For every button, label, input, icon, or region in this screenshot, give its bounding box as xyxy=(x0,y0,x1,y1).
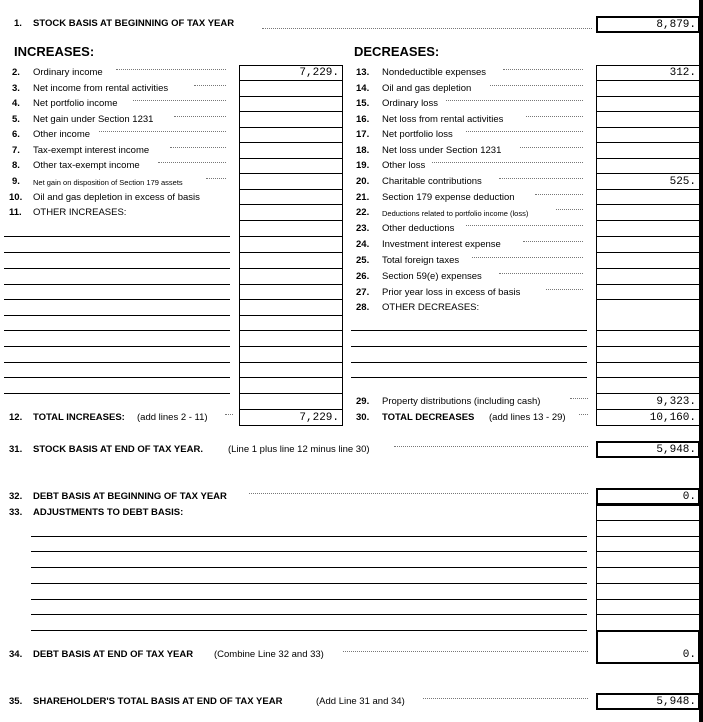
row-rule xyxy=(596,142,700,143)
line-22-label: Deductions related to portfolio income (loss) xyxy=(382,209,529,218)
line-29-value[interactable]: 9,323. xyxy=(656,396,696,408)
line-7-label: Tax-exempt interest income xyxy=(33,145,150,156)
line-32-label: DEBT BASIS AT BEGINNING OF TAX YEAR xyxy=(33,491,227,502)
row-rule xyxy=(596,583,700,584)
line-35-note: (Add Line 31 and 34) xyxy=(316,696,405,707)
blank-line[interactable] xyxy=(4,268,230,269)
line-27-number: 27. xyxy=(356,287,370,298)
leader-dots xyxy=(499,176,583,179)
leader-dots xyxy=(170,145,226,148)
blank-line[interactable] xyxy=(31,614,587,615)
row-rule xyxy=(239,127,343,128)
leader-dots xyxy=(206,176,226,179)
blank-line[interactable] xyxy=(4,315,230,316)
line-23-label: Other deductions xyxy=(382,223,455,234)
line-33-number: 33. xyxy=(9,507,23,518)
row-rule xyxy=(239,220,343,221)
row-rule xyxy=(239,346,343,347)
line-21-number: 21. xyxy=(356,192,370,203)
line-6-number: 6. xyxy=(12,129,20,140)
line-12-note: (add lines 2 - 11) xyxy=(137,412,208,423)
line-25-label: Total foreign taxes xyxy=(382,255,460,266)
row-rule xyxy=(596,520,700,521)
line-19-label: Other loss xyxy=(382,160,426,171)
leader-dots xyxy=(526,114,583,117)
leader-dots xyxy=(446,98,583,101)
leader-dots xyxy=(225,412,233,415)
leader-dots xyxy=(556,207,583,210)
decreases-value-column xyxy=(596,65,700,410)
leader-dots xyxy=(133,98,226,101)
blank-line[interactable] xyxy=(351,377,587,378)
blank-line[interactable] xyxy=(4,284,230,285)
line-31-value[interactable]: 5,948. xyxy=(656,444,696,456)
line-10-label: Oil and gas depletion in excess of basis xyxy=(33,192,200,203)
line-16-label: Net loss from rental activities xyxy=(382,114,504,125)
blank-line[interactable] xyxy=(31,536,587,537)
row-rule xyxy=(239,96,343,97)
line-2-label: Ordinary income xyxy=(33,67,103,78)
row-rule xyxy=(596,204,700,205)
line-2-number: 2. xyxy=(12,67,20,78)
row-rule xyxy=(596,284,700,285)
leader-dots xyxy=(99,129,226,132)
blank-line[interactable] xyxy=(31,599,587,600)
leader-dots xyxy=(520,145,583,148)
blank-line[interactable] xyxy=(4,377,230,378)
row-rule xyxy=(596,551,700,552)
line-30-value[interactable]: 10,160. xyxy=(649,412,696,424)
row-rule xyxy=(239,284,343,285)
blank-line[interactable] xyxy=(4,299,230,300)
line-4-number: 4. xyxy=(12,98,20,109)
decreases-heading: DECREASES: xyxy=(354,44,440,59)
line-35-number: 35. xyxy=(9,696,23,707)
row-rule xyxy=(596,111,700,112)
increases-heading: INCREASES: xyxy=(14,44,95,59)
leader-dots xyxy=(503,67,583,70)
blank-line[interactable] xyxy=(4,362,230,363)
blank-line[interactable] xyxy=(31,583,587,584)
leader-dots xyxy=(194,83,226,86)
leader-dots xyxy=(570,396,588,399)
line-13-number: 13. xyxy=(356,67,370,78)
line-12-label: TOTAL INCREASES: xyxy=(33,412,125,423)
line-26-number: 26. xyxy=(356,271,370,282)
blank-line[interactable] xyxy=(4,252,230,253)
line-34-note: (Combine Line 32 and 33) xyxy=(214,649,324,660)
line-30-label: TOTAL DECREASES xyxy=(382,412,475,423)
row-rule xyxy=(239,173,343,174)
line-34-value[interactable]: 0. xyxy=(682,649,696,661)
blank-line[interactable] xyxy=(31,630,587,631)
line-19-number: 19. xyxy=(356,160,370,171)
line-32-value[interactable]: 0. xyxy=(682,491,696,503)
row-rule xyxy=(596,189,700,190)
leader-dots xyxy=(432,160,583,163)
row-rule xyxy=(239,158,343,159)
line-9-number: 9. xyxy=(12,176,20,187)
leader-dots xyxy=(523,239,583,242)
row-rule xyxy=(596,173,700,174)
line-26-label: Section 59(e) expenses xyxy=(382,271,482,282)
line-34-label: DEBT BASIS AT END OF TAX YEAR xyxy=(33,649,194,660)
line-31-number: 31. xyxy=(9,444,23,455)
row-rule xyxy=(596,346,700,347)
line-35-value[interactable]: 5,948. xyxy=(656,696,696,708)
row-rule xyxy=(596,127,700,128)
row-rule xyxy=(596,330,700,331)
row-rule xyxy=(239,299,343,300)
leader-dots xyxy=(466,223,583,226)
row-rule xyxy=(239,142,343,143)
blank-line[interactable] xyxy=(4,330,230,331)
line-21-label: Section 179 expense deduction xyxy=(382,192,515,203)
leader-dots xyxy=(423,696,588,699)
line-5-number: 5. xyxy=(12,114,20,125)
line-1-value[interactable]: 8,879. xyxy=(656,19,696,31)
line-12-number: 12. xyxy=(9,412,23,423)
blank-line[interactable] xyxy=(351,330,587,331)
blank-line[interactable] xyxy=(31,567,587,568)
line-20-label: Charitable contributions xyxy=(382,176,482,187)
row-rule xyxy=(239,393,343,394)
line-8-label: Other tax-exempt income xyxy=(33,160,140,171)
leader-dots xyxy=(472,255,583,258)
row-rule xyxy=(239,268,343,269)
leader-dots xyxy=(535,192,583,195)
line-12-value[interactable]: 7,229. xyxy=(299,412,339,424)
leader-dots xyxy=(490,83,583,86)
leader-dots xyxy=(343,649,588,652)
line-17-label: Net portfolio loss xyxy=(382,129,453,140)
leader-dots xyxy=(466,129,583,132)
blank-line[interactable] xyxy=(31,551,587,552)
line-28-label: OTHER DECREASES: xyxy=(382,302,480,313)
line-11-label: OTHER INCREASES: xyxy=(33,207,127,218)
row-rule xyxy=(596,252,700,253)
line-25-number: 25. xyxy=(356,255,370,266)
line-3-number: 3. xyxy=(12,83,20,94)
line-1-label: STOCK BASIS AT BEGINNING OF TAX YEAR xyxy=(33,18,235,29)
debt-adjustments-column xyxy=(596,505,700,631)
line-30-note: (add lines 13 - 29) xyxy=(489,412,566,423)
line-6-label: Other income xyxy=(33,129,91,140)
line-33-label: ADJUSTMENTS TO DEBT BASIS: xyxy=(33,507,184,518)
row-rule xyxy=(239,252,343,253)
line-29-label: Property distributions (including cash) xyxy=(382,396,541,407)
line-24-label: Investment interest expense xyxy=(382,239,501,250)
line-31-note: (Line 1 plus line 12 minus line 30) xyxy=(228,444,370,455)
blank-line[interactable] xyxy=(351,346,587,347)
row-rule xyxy=(596,220,700,221)
blank-line[interactable] xyxy=(4,236,230,237)
line-29-number: 29. xyxy=(356,396,370,407)
leader-dots xyxy=(116,67,226,70)
blank-line[interactable] xyxy=(351,362,587,363)
row-rule xyxy=(239,330,343,331)
line-10-number: 10. xyxy=(9,192,23,203)
row-rule xyxy=(596,393,700,394)
line-35-label: SHAREHOLDER'S TOTAL BASIS AT END OF TAX YEAR xyxy=(33,696,283,707)
line-13-label: Nondeductible expenses xyxy=(382,67,487,78)
row-rule xyxy=(239,189,343,190)
leader-dots xyxy=(499,271,583,274)
row-rule xyxy=(596,599,700,600)
line-7-number: 7. xyxy=(12,145,20,156)
line-32-number: 32. xyxy=(9,491,23,502)
row-rule xyxy=(596,96,700,97)
leader-dots xyxy=(579,412,588,415)
row-rule xyxy=(239,315,343,316)
row-rule xyxy=(239,236,343,237)
line-30-number: 30. xyxy=(356,412,370,423)
leader-dots xyxy=(158,160,226,163)
line-18-label: Net loss under Section 1231 xyxy=(382,145,502,156)
row-rule xyxy=(596,536,700,537)
leader-dots xyxy=(262,26,592,29)
row-rule xyxy=(239,204,343,205)
row-rule xyxy=(239,377,343,378)
line-3-label: Net income from rental activities xyxy=(33,83,169,94)
line-20-number: 20. xyxy=(356,176,370,187)
leader-dots xyxy=(174,114,226,117)
blank-line[interactable] xyxy=(4,346,230,347)
line-8-number: 8. xyxy=(12,160,20,171)
row-rule xyxy=(596,362,700,363)
row-rule xyxy=(596,80,700,81)
leader-dots xyxy=(249,491,588,494)
line-18-number: 18. xyxy=(356,145,370,156)
line-5-label: Net gain under Section 1231 xyxy=(33,114,154,125)
increases-value-column xyxy=(239,65,343,410)
row-rule xyxy=(596,158,700,159)
blank-line[interactable] xyxy=(4,393,230,394)
row-rule xyxy=(596,268,700,269)
line-14-label: Oil and gas depletion xyxy=(382,83,472,94)
line-2-value[interactable]: 7,229. xyxy=(299,67,339,79)
line-24-number: 24. xyxy=(356,239,370,250)
row-rule xyxy=(239,80,343,81)
line-1-number: 1. xyxy=(14,18,22,29)
line-15-number: 15. xyxy=(356,98,370,109)
line-34-number: 34. xyxy=(9,649,23,660)
row-rule xyxy=(596,567,700,568)
line-17-number: 17. xyxy=(356,129,370,140)
row-rule xyxy=(596,614,700,615)
row-rule xyxy=(596,236,700,237)
line-20-value[interactable]: 525. xyxy=(669,176,696,188)
row-rule xyxy=(596,299,700,300)
line-31-label: STOCK BASIS AT END OF TAX YEAR. xyxy=(33,444,203,455)
line-27-label: Prior year loss in excess of basis xyxy=(382,287,521,298)
leader-dots xyxy=(394,444,588,447)
row-rule xyxy=(239,362,343,363)
row-rule xyxy=(239,111,343,112)
line-4-label: Net portfolio income xyxy=(33,98,118,109)
line-16-number: 16. xyxy=(356,114,370,125)
line-13-value[interactable]: 312. xyxy=(669,67,696,79)
line-23-number: 23. xyxy=(356,223,370,234)
line-9-label: Net gain on disposition of Section 179 assets xyxy=(33,178,183,187)
line-28-number: 28. xyxy=(356,302,370,313)
line-22-number: 22. xyxy=(356,207,370,218)
leader-dots xyxy=(546,287,583,290)
line-14-number: 14. xyxy=(356,83,370,94)
line-11-number: 11. xyxy=(9,207,22,218)
row-rule xyxy=(596,377,700,378)
line-15-label: Ordinary loss xyxy=(382,98,438,109)
